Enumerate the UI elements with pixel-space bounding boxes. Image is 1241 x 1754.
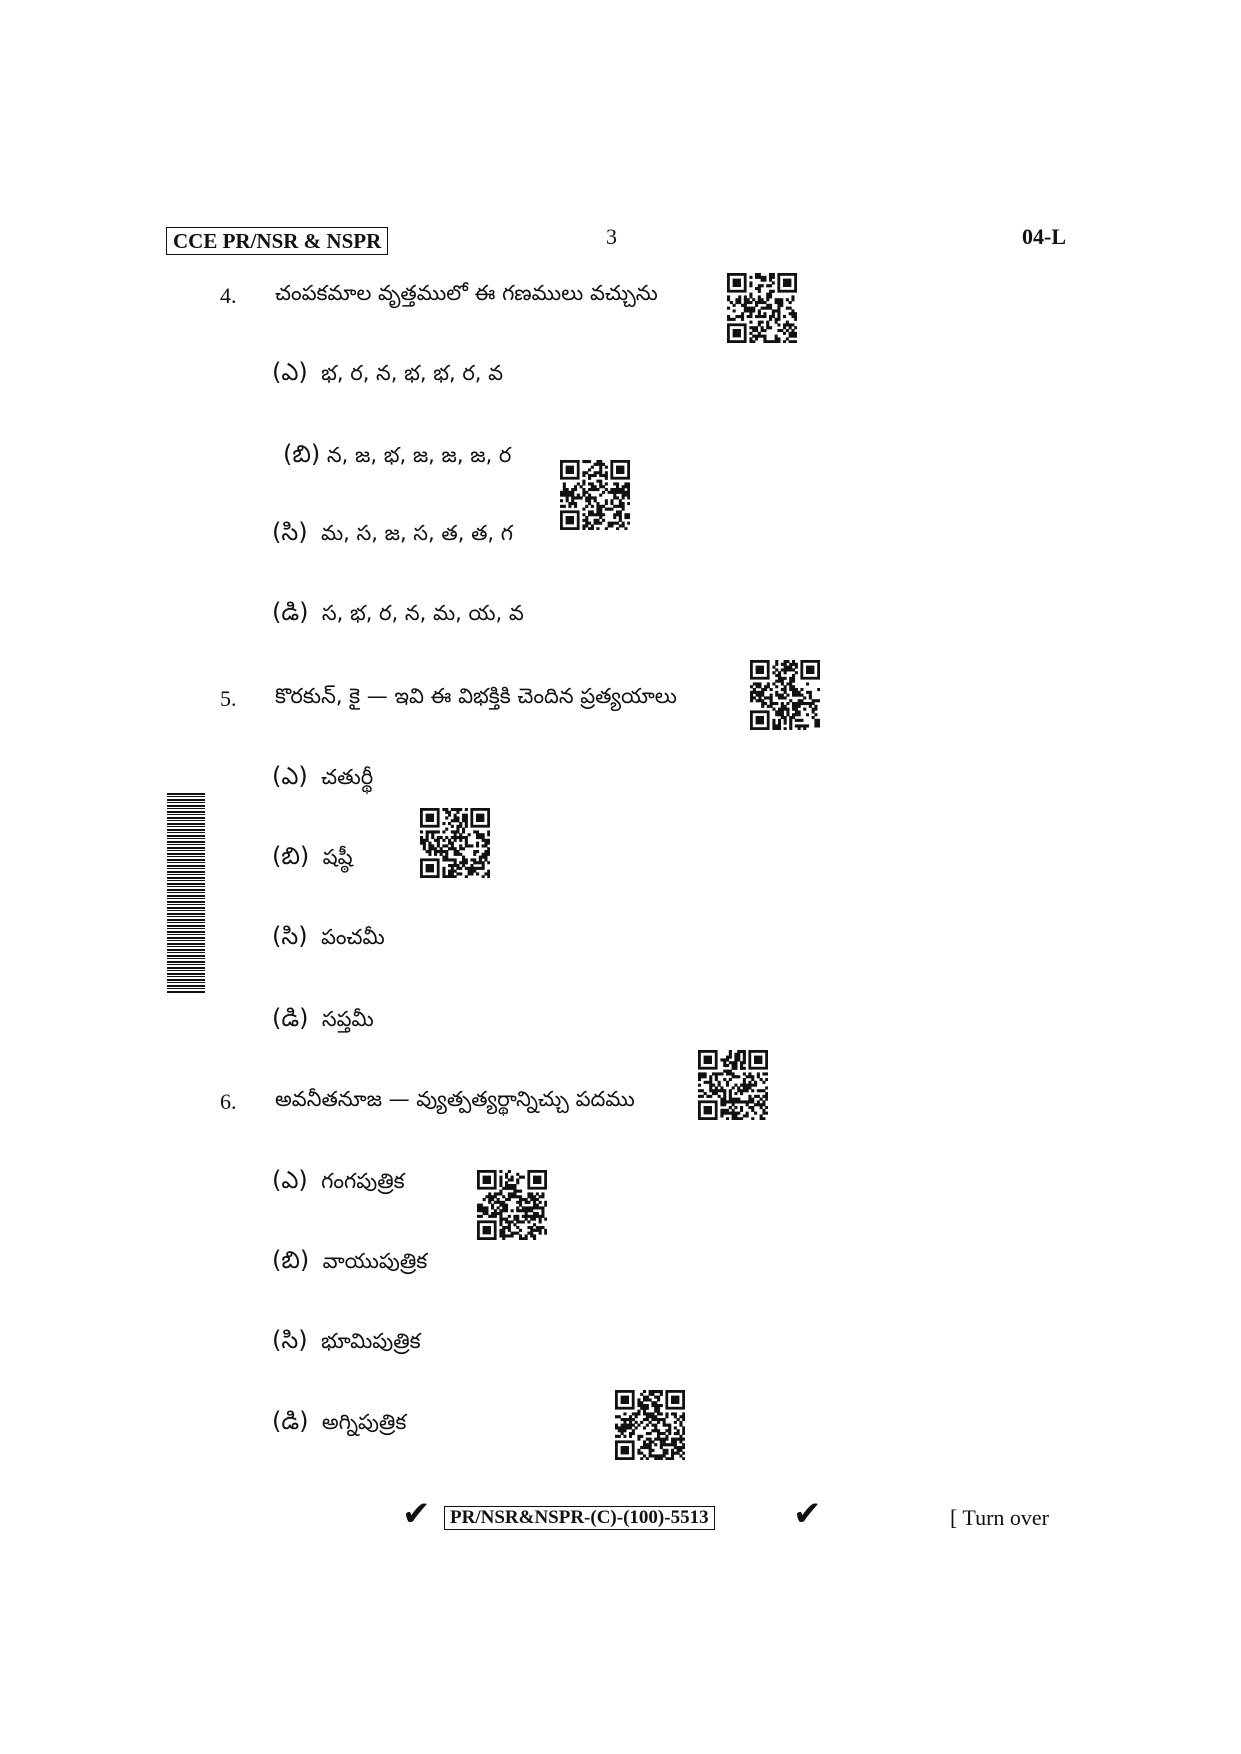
- qr-code-icon: [420, 808, 490, 878]
- question-4-text: చంపకమాల వృత్తములో ఈ గణములు వచ్చును: [275, 281, 658, 305]
- qr-code-icon: [727, 273, 797, 343]
- question-5-number: 5.: [220, 686, 237, 711]
- barcode-icon: [167, 793, 205, 993]
- option-text: గంగపుత్రిక: [321, 1169, 405, 1193]
- question-5-option-d: [272, 1004, 374, 1038]
- question-6-option-a: [272, 1166, 405, 1200]
- option-label: (సి): [272, 518, 308, 546]
- question-6-text: అవనీతనూజ — వ్యుత్పత్యర్థాన్నిచ్చు పదము: [275, 1087, 635, 1111]
- option-text: వాయుపుత్రిక: [322, 1249, 428, 1273]
- option-text: సప్తమీ: [321, 1007, 374, 1031]
- option-text: అగ్నిపుత్రిక: [321, 1410, 407, 1434]
- option-text: చతుర్థీ: [321, 765, 374, 789]
- option-label: (సి): [272, 1326, 308, 1354]
- option-label: (బి): [272, 842, 310, 870]
- qr-code-icon: [750, 660, 820, 730]
- question-4-option-c: [272, 518, 513, 552]
- option-text: షష్ఠీ: [322, 845, 353, 869]
- option-label: (ఎ): [272, 1166, 308, 1194]
- paper-code: 04-L: [1022, 224, 1066, 249]
- qr-code-icon: [560, 460, 630, 530]
- question-4-option-d: [272, 598, 524, 632]
- question-5-text: కొరకున్, కై — ఇవి ఈ విభక్తికి చెందిన ప్రత్యయాలు: [275, 684, 677, 708]
- question-5-option-c: [272, 922, 385, 956]
- option-text: మ, స, జ, స, త, త, గ: [320, 521, 514, 545]
- option-label: (బి): [272, 1246, 310, 1274]
- option-label: (డి): [272, 1004, 309, 1032]
- option-label: (సి): [272, 922, 308, 950]
- option-label: (బి): [283, 440, 321, 468]
- option-label: (డి): [272, 1407, 309, 1435]
- question-4-option-b: [283, 440, 511, 474]
- header-box-label: CCE PR/NSR & NSPR: [166, 227, 388, 255]
- footer-code: PR/NSR&NSPR-(C)-(100)-5513: [444, 1506, 715, 1530]
- option-label: (ఎ): [272, 762, 308, 790]
- option-text: భ, ర, న, భ, భ, ర, వ: [321, 361, 504, 385]
- qr-code-icon: [615, 1390, 685, 1460]
- question-4-option-a: [272, 358, 503, 392]
- option-label: (ఎ): [272, 358, 308, 386]
- page-number: 3: [606, 224, 617, 249]
- check-mark-icon: ✔: [402, 1494, 431, 1534]
- question-6-number: 6.: [220, 1089, 237, 1114]
- option-text: న, జ, భ, జ, జ, జ, ర: [326, 443, 512, 467]
- question-4-number: 4.: [220, 283, 237, 308]
- question-6-option-b: [272, 1246, 427, 1280]
- qr-code-icon: [698, 1050, 768, 1120]
- turn-over-label: [ Turn over: [950, 1505, 1050, 1530]
- qr-code-icon: [477, 1170, 547, 1240]
- option-text: భూమిపుత్రిక: [320, 1329, 421, 1353]
- option-text: పంచమీ: [320, 925, 385, 949]
- question-5-option-b: [272, 842, 353, 876]
- question-6-option-c: [272, 1326, 421, 1360]
- check-mark-icon: ✔: [793, 1494, 822, 1534]
- option-text: స, భ, ర, న, మ, య, వ: [321, 601, 524, 625]
- option-label: (డి): [272, 598, 309, 626]
- question-5-option-a: [272, 762, 373, 796]
- question-6-option-d: [272, 1407, 406, 1441]
